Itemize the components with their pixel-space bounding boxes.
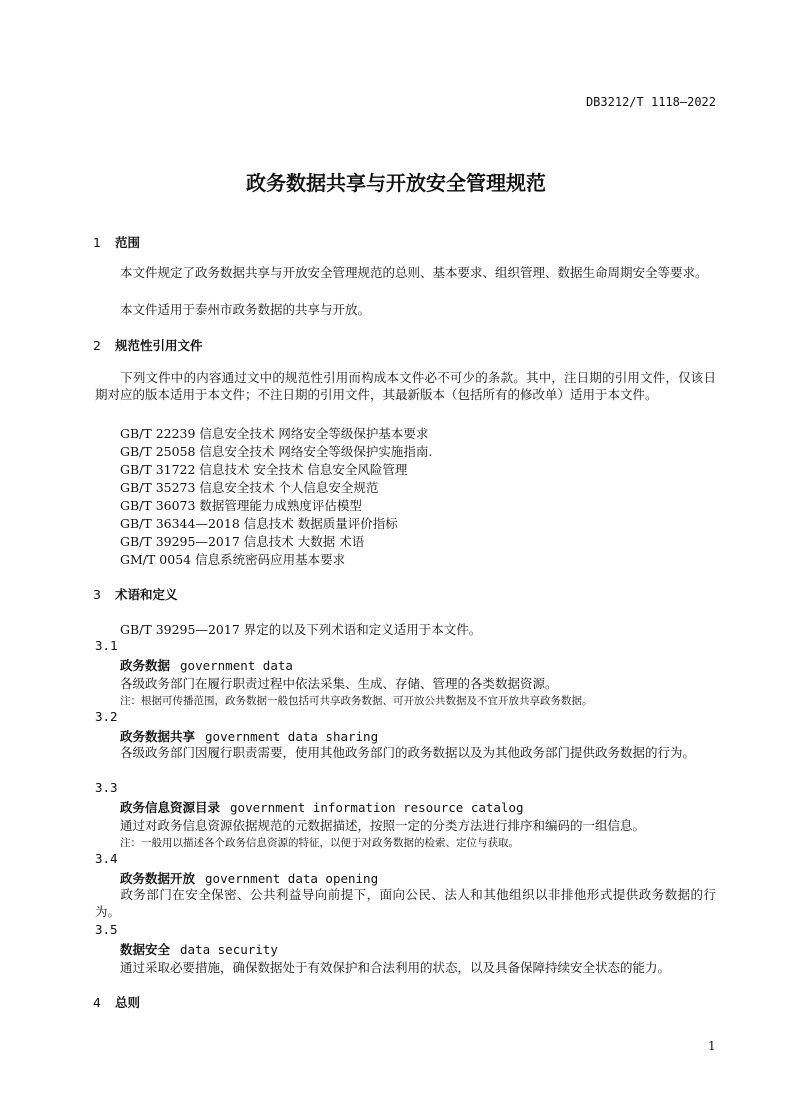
term-definition: 通过对政务信息资源依据规范的元数据描述，按照一定的分类方法进行排序和编码的一组信息。	[120, 818, 646, 833]
term-definition: 各级政务部门在履行职责过程中依法采集、生成、存储、管理的各类数据资源。	[120, 676, 558, 691]
term-number: 3.2	[95, 709, 118, 724]
reference-item: GB/T 25058 信息安全技术 网络安全等级保护实施指南.	[120, 444, 433, 459]
section-title: 规范性引用文件	[115, 338, 203, 353]
term-heading	[120, 869, 378, 887]
section-number: 4	[93, 995, 101, 1010]
normative-intro	[95, 369, 716, 403]
scope-paragraph-2	[95, 301, 716, 318]
section-heading-normative	[93, 336, 203, 354]
scope-paragraph-1	[95, 264, 716, 281]
term-en: data security	[180, 942, 278, 957]
term-zh: 政务数据共享	[120, 729, 196, 744]
section-number: 3	[93, 587, 101, 602]
term-heading	[120, 727, 378, 745]
paragraph-text: 各级政务部门因履行职责需要，使用其他政务部门的政务数据以及为其他政务部门提供政务数据的行为。	[120, 745, 696, 760]
reference-item: GB/T 36073 数据管理能力成熟度评估模型	[120, 498, 362, 513]
reference-item: GB/T 36344—2018 信息技术 数据质量评价指标	[120, 516, 398, 531]
paragraph-text: 下列文件中的内容通过文中的规范性引用而构成本文件必不可少的条款。其中，注日期的引用文件，仅该日期对应的版本适用于本文件；不注日期的引用文件，其最新版本（包括所有的修改单）适用于本文件。	[95, 370, 716, 402]
reference-item: GB/T 35273 信息安全技术 个人信息安全规范	[120, 480, 379, 495]
term-number: 3.5	[95, 922, 118, 937]
section-number: 1	[93, 235, 101, 250]
term-note: 注：根据可传播范围，政务数据一般包括可共享政务数据、可开放公共数据及不宜开放共享政务数据。	[120, 695, 593, 707]
term-number: 3.3	[95, 780, 118, 795]
paragraph-text: 政务部门在安全保密、公共利益导向前提下，面向公民、法人和其他组织以非排他形式提供政务数据的行为。	[95, 887, 716, 919]
term-note: 注：一般用以描述各个政务信息资源的特征，以便于对政务数据的检索、定位与获取。	[120, 837, 519, 849]
term-en: government data	[180, 658, 293, 673]
section-heading-general	[93, 993, 140, 1011]
term-definition	[95, 744, 716, 761]
section-title: 总则	[115, 995, 141, 1010]
section-number: 2	[93, 338, 101, 353]
term-definition: 通过采取必要措施，确保数据处于有效保护和合法利用的状态，以及具备保障持续安全状态的能力。	[120, 960, 671, 975]
term-en: government data opening	[205, 871, 379, 886]
term-heading	[120, 656, 293, 674]
term-heading	[120, 798, 524, 816]
reference-item: GM/T 0054 信息系统密码应用基本要求	[120, 552, 346, 567]
term-zh: 数据安全	[120, 942, 171, 957]
section-title: 范围	[115, 235, 141, 250]
paragraph-text: 本文件规定了政务数据共享与开放安全管理规范的总则、基本要求、组织管理、数据生命周期安全等要求。	[120, 265, 708, 280]
term-definition	[95, 886, 716, 920]
page-number: 1	[708, 1039, 716, 1053]
reference-item: GB/T 31722 信息技术 安全技术 信息安全风险管理	[120, 462, 408, 477]
section-title: 术语和定义	[115, 587, 178, 602]
reference-item: GB/T 22239 信息安全技术 网络安全等级保护基本要求	[120, 426, 429, 441]
term-number: 3.1	[95, 638, 118, 653]
section-heading-terms	[93, 585, 178, 603]
term-zh: 政务数据	[120, 658, 171, 673]
document-number: DB3212/T 1118—2022	[585, 95, 716, 109]
terms-intro: GB/T 39295—2017 界定的以及下列术语和定义适用于本文件。	[120, 622, 482, 637]
term-number: 3.4	[95, 851, 118, 866]
paragraph-text: 本文件适用于泰州市政务数据的共享与开放。	[120, 302, 371, 317]
term-zh: 政务数据开放	[120, 871, 196, 886]
term-heading	[120, 940, 278, 958]
document-title: 政务数据共享与开放安全管理规范	[246, 171, 546, 195]
section-heading-scope	[93, 233, 140, 251]
reference-item: GB/T 39295—2017 信息技术 大数据 术语	[120, 534, 365, 549]
term-en: government information resource catalog	[230, 800, 524, 815]
term-en: government data sharing	[205, 729, 379, 744]
term-zh: 政务信息资源目录	[120, 800, 221, 815]
